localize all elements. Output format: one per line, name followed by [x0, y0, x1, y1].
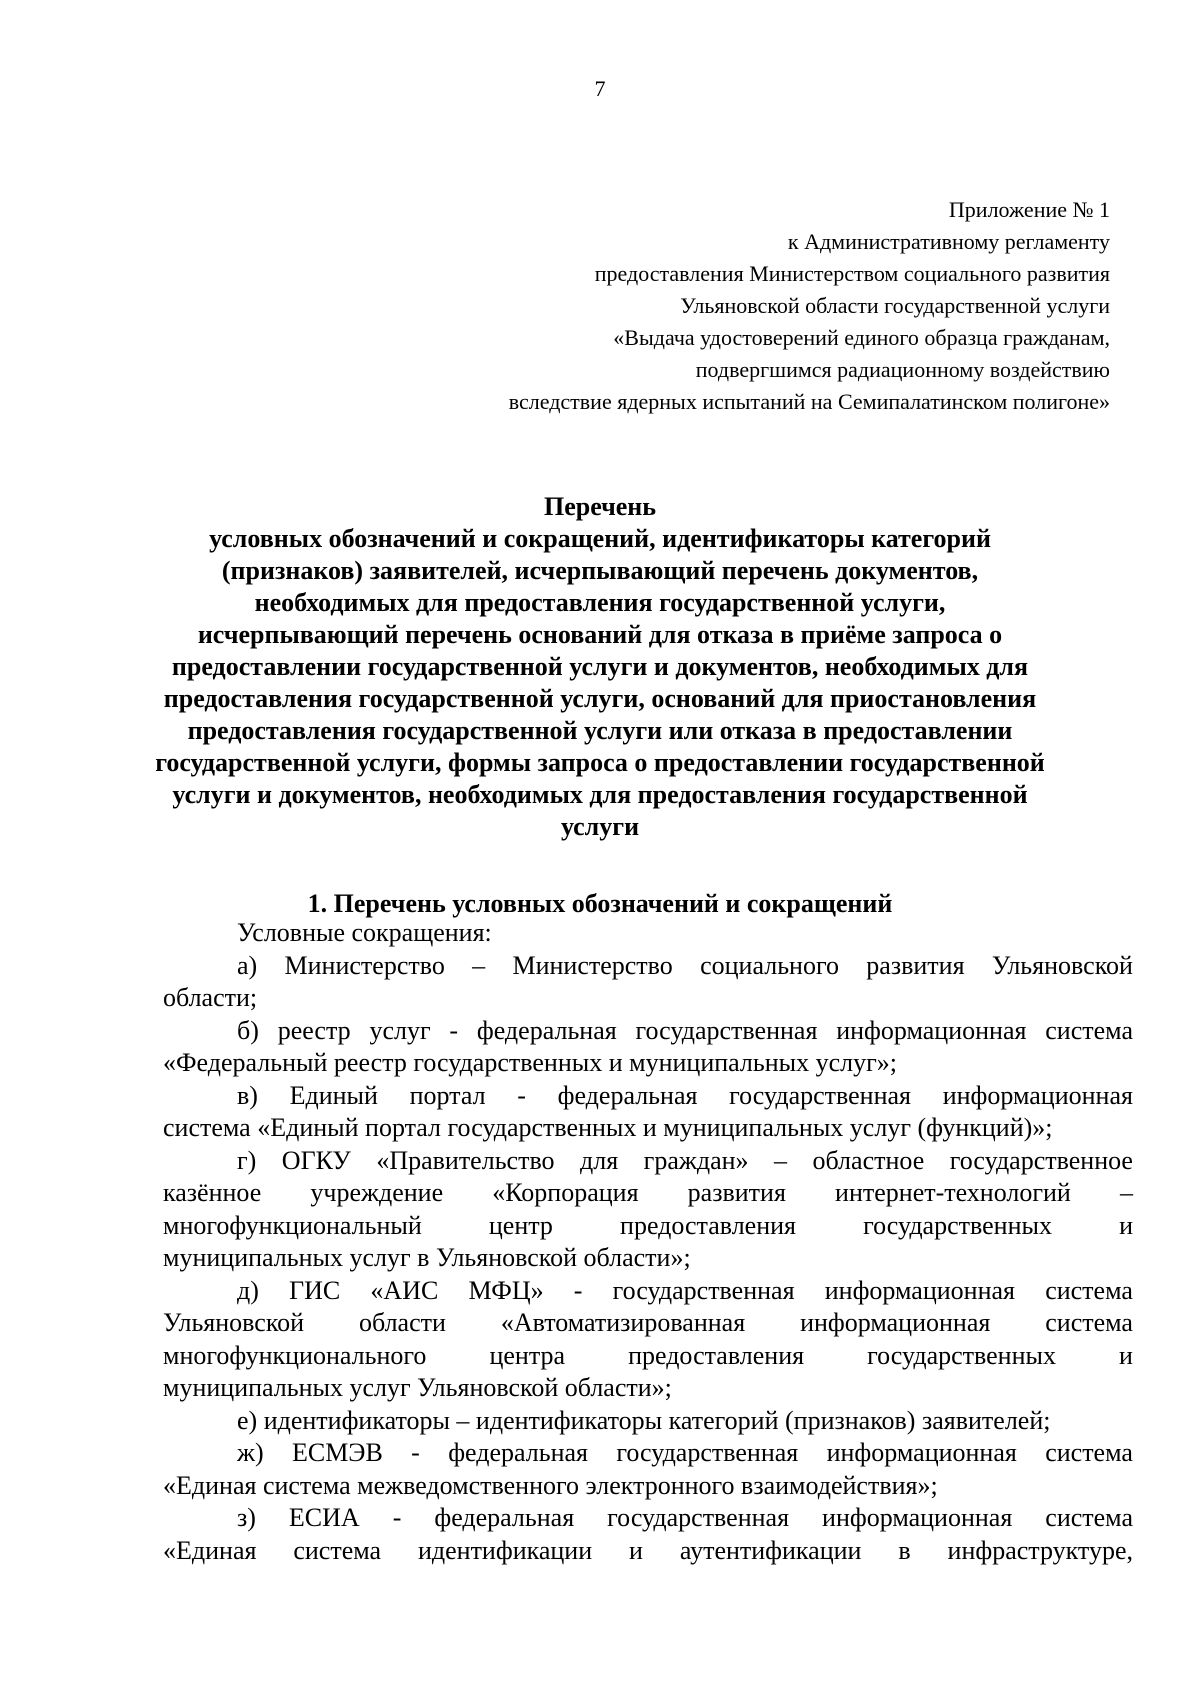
body-word: –: [774, 1145, 787, 1175]
title-line: необходимых для предоставления государственной услуги,: [254, 588, 946, 617]
body-word: информационная: [824, 1275, 1015, 1305]
body-word: Ульяновской: [991, 950, 1133, 980]
body-word: ОГКУ: [281, 1145, 351, 1175]
appendix-line: к Административному регламенту: [787, 229, 1110, 254]
body-word: области: [358, 1308, 446, 1337]
title-line: (признаков) заявителей, исчерпывающий перечень документов,: [221, 556, 979, 585]
body-line: [163, 950, 1133, 983]
body-word: государственная: [635, 1015, 818, 1045]
title-line: государственной услуги, формы запроса о предоставлении государственной: [155, 748, 1045, 777]
body-word: государственных: [867, 1340, 1056, 1370]
body-word: система: [1045, 1275, 1133, 1305]
body-word: федеральная: [448, 1438, 589, 1467]
appendix-line: вследствие ядерных испытаний на Семипалатинском полигоне»: [508, 389, 1110, 414]
body-word: государственная: [612, 1275, 795, 1305]
body-line: муниципальных услуг в Ульяновской области»;: [163, 1243, 691, 1272]
body-word: и: [629, 1535, 643, 1565]
body-word: МФЦ»: [468, 1275, 544, 1305]
body-word: д): [237, 1275, 259, 1305]
body-word: казённое: [163, 1178, 262, 1207]
body-word: –: [472, 950, 486, 980]
body-word: система: [293, 1535, 382, 1565]
title-line: Перечень: [543, 492, 657, 521]
body-line: [163, 1145, 1133, 1178]
appendix-line: предоставления Министерством социального развития: [594, 261, 1110, 286]
body-word: –: [1119, 1178, 1133, 1207]
body-word: Министерство: [284, 950, 445, 980]
body-word: информационная: [822, 1503, 1013, 1532]
body-line: [163, 1015, 1133, 1048]
body-word: а): [237, 950, 258, 980]
body-word: и: [1119, 1340, 1133, 1370]
body-line: области;: [163, 983, 258, 1012]
body-line: [163, 1535, 1133, 1568]
body-line: муниципальных услуг Ульяновской области»;: [163, 1373, 672, 1402]
body-word: ГИС: [289, 1275, 341, 1305]
body-word: многофункциональный: [163, 1210, 422, 1240]
appendix-line: Ульяновской области государственной услуги: [680, 293, 1110, 318]
body-word: ЕСИА: [288, 1503, 360, 1532]
body-word: портал: [409, 1080, 486, 1110]
body-word: -: [517, 1080, 526, 1110]
body-word: «АИС: [370, 1275, 439, 1305]
body-word: федеральная: [476, 1015, 617, 1045]
body-word: развития: [687, 1178, 786, 1207]
appendix-line: подвергшимся радиационному воздействию: [695, 357, 1110, 382]
body-line: [163, 1275, 1133, 1308]
body-word: предоставления: [620, 1210, 797, 1240]
body-word: центра: [489, 1340, 566, 1370]
body-line: [163, 1340, 1133, 1373]
title-line: условных обозначений и сокращений, идентификаторы категорий: [209, 524, 991, 553]
title-line: предоставления государственной услуги или отказа в предоставлении: [187, 716, 1013, 745]
body-word: ЕСМЭВ: [291, 1438, 383, 1467]
body-line: [163, 1437, 1133, 1470]
body-word: многофункционального: [163, 1340, 427, 1370]
body-word: для: [580, 1145, 619, 1175]
body-line: [163, 1177, 1133, 1210]
body-line: Условные сокращения:: [237, 918, 492, 947]
body-word: Ульяновской: [163, 1308, 305, 1337]
body-word: государственная: [616, 1438, 799, 1467]
body-word: услуг: [369, 1015, 431, 1045]
body-word: «Правительство: [376, 1145, 555, 1175]
body-word: «Единая: [163, 1535, 257, 1565]
appendix-header: [210, 194, 1110, 418]
body-word: интернет-технологий: [835, 1178, 1071, 1207]
section-heading: 1. Перечень условных обозначений и сокращений: [307, 889, 893, 918]
body-word: «Корпорация: [492, 1178, 639, 1207]
body-word: -: [411, 1438, 420, 1467]
body-word: реестр: [277, 1015, 351, 1045]
body-word: информационная: [826, 1438, 1017, 1467]
body-word: государственная: [607, 1503, 790, 1532]
body-word: аутентификации: [679, 1535, 862, 1565]
body-word: «Автоматизированная: [500, 1308, 746, 1337]
body-word: государственных: [863, 1210, 1052, 1240]
body-word: в): [237, 1080, 258, 1110]
body-word: государственная: [729, 1080, 912, 1110]
body-line: система «Единый портал государственных и муниципальных услуг (функций)»;: [163, 1113, 1053, 1142]
body-line: е) идентификаторы – идентификаторы категорий (признаков) заявителей;: [237, 1405, 1051, 1435]
body-word: г): [237, 1145, 257, 1175]
page-number: 7: [594, 76, 606, 101]
body-word: государственное: [949, 1145, 1133, 1175]
appendix-line: «Выдача удостоверений единого образца гражданам,: [613, 325, 1110, 350]
appendix-line: Приложение № 1: [948, 197, 1110, 222]
body-word: -: [392, 1503, 402, 1532]
body-line: [163, 1502, 1133, 1535]
body-line: «Федеральный реестр государственных и муниципальных услуг»;: [163, 1048, 898, 1077]
title-line: услуги: [560, 812, 640, 841]
body-word: социального: [700, 950, 839, 980]
body-word: развития: [866, 950, 965, 980]
body-word: система: [1045, 1503, 1133, 1532]
section-body: [163, 917, 1133, 1567]
document-title: [120, 491, 1080, 843]
body-word: инфраструктуре,: [947, 1535, 1133, 1565]
title-line: предоставления государственной услуги, оснований для приостановления: [163, 684, 1037, 713]
body-word: информационная: [800, 1308, 991, 1337]
body-word: центр: [488, 1210, 553, 1240]
body-word: система: [1045, 1015, 1133, 1045]
body-word: з): [237, 1503, 256, 1532]
body-word: -: [449, 1015, 459, 1045]
body-line: [163, 1210, 1133, 1243]
body-word: и: [1119, 1210, 1133, 1240]
body-word: -: [573, 1275, 583, 1305]
body-word: б): [237, 1015, 259, 1045]
body-word: идентификации: [417, 1535, 593, 1565]
body-word: система: [1045, 1438, 1133, 1467]
body-word: предоставления: [628, 1340, 805, 1370]
body-word: учреждение: [310, 1178, 444, 1207]
body-line: [163, 1307, 1133, 1340]
body-word: Министерство: [512, 950, 673, 980]
title-line: услуги и документов, необходимых для предоставления государственной: [172, 780, 1028, 809]
body-word: областное: [812, 1145, 925, 1175]
body-word: Единый: [289, 1080, 378, 1110]
body-word: федеральная: [557, 1080, 698, 1110]
body-word: информационная: [836, 1015, 1027, 1045]
body-word: граждан»: [643, 1145, 749, 1175]
body-line: [163, 1080, 1133, 1113]
title-line: предоставлении государственной услуги и документов, необходимых для: [171, 652, 1029, 681]
body-word: система: [1045, 1308, 1133, 1337]
body-word: федеральная: [434, 1503, 575, 1532]
body-word: информационная: [942, 1080, 1133, 1110]
body-line: «Единая система межведомственного электронного взаимодействия»;: [163, 1470, 938, 1500]
title-line: исчерпывающий перечень оснований для отказа в приёме запроса о: [197, 620, 1003, 649]
body-word: ж): [237, 1438, 264, 1467]
body-word: в: [898, 1535, 911, 1565]
